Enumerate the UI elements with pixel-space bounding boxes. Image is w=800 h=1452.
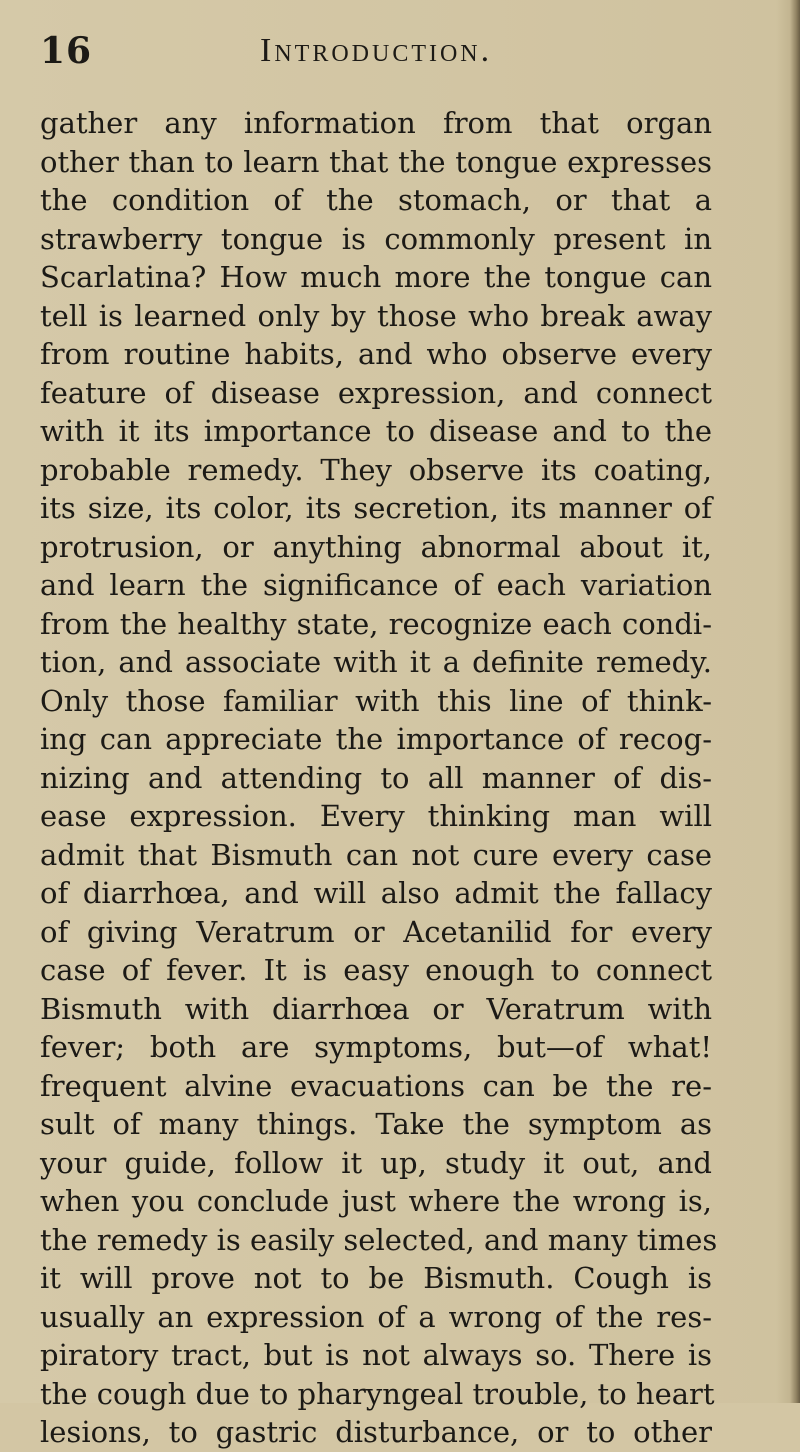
text-line: strawberry tongue is commonly present in (40, 221, 712, 256)
text-line: it will prove not to be Bismuth. Cough is (40, 1261, 712, 1295)
text-line: with it its importance to disease and to the (40, 414, 712, 448)
body-text (40, 104, 718, 1452)
text-line: from the healthy state, recognize each condi- (40, 606, 712, 641)
text-line: its size, its color, its secretion, its manner of (40, 491, 712, 525)
text-line: nizing and attending to all manner of dis- (40, 760, 712, 795)
text-line: when you conclude just where the wrong is, (40, 1184, 712, 1218)
text-line: other than to learn that the tongue expresses (40, 144, 712, 179)
text-line: tell is learned only by those who break away (40, 298, 712, 333)
text-line: the cough due to pharyngeal trouble, to heart (40, 1376, 715, 1411)
text-line: Only those familiar with this line of think- (40, 683, 712, 718)
text-line: from routine habits, and who observe every (40, 337, 712, 371)
text-line: of giving Veratrum or Acetanilid for every (40, 914, 712, 949)
page-header (30, 30, 730, 78)
text-line: Bismuth with diarrhœa or Veratrum with (40, 991, 712, 1026)
page-edge-shadow (790, 0, 800, 1403)
text-line: gather any information from that organ (40, 106, 712, 140)
text-line: ing can appreciate the importance of recog- (40, 722, 712, 756)
text-line: fever; both are symptoms, but—of what! (40, 1030, 712, 1064)
text-line: of diarrhœa, and will also admit the fallacy (40, 876, 712, 910)
text-line: sult of many things. Take the symptom as (40, 1107, 712, 1141)
running-head: Introduction. (260, 32, 493, 69)
text-line: frequent alvine evacuations can be the re- (40, 1068, 712, 1103)
text-line: Scarlatina? How much more the tongue can (40, 260, 712, 294)
text-line: admit that Bismuth can not cure every case (40, 837, 712, 872)
text-line: feature of disease expression, and connect (40, 375, 712, 410)
text-line: tion, and associate with it a definite remedy. (40, 645, 712, 679)
text-line: the condition of the stomach, or that a (40, 183, 712, 217)
text-line: lesions, to gastric disturbance, or to other (40, 1415, 712, 1449)
text-line: your guide, follow it up, study it out, and (40, 1145, 712, 1180)
text-line: protrusion, or anything abnormal about it, (40, 529, 712, 564)
text-line: and learn the significance of each variation (40, 568, 712, 602)
text-line: usually an expression of a wrong of the res- (40, 1299, 712, 1334)
text-line: ease expression. Every thinking man will (40, 799, 712, 833)
text-line: case of fever. It is easy enough to connect (40, 953, 712, 987)
page-number: 16 (40, 30, 93, 72)
text-line: probable remedy. They observe its coating, (40, 452, 712, 487)
text-line: piratory tract, but is not always so. There is (40, 1338, 712, 1372)
text-line: the remedy is easily selected, and many times (40, 1222, 718, 1257)
